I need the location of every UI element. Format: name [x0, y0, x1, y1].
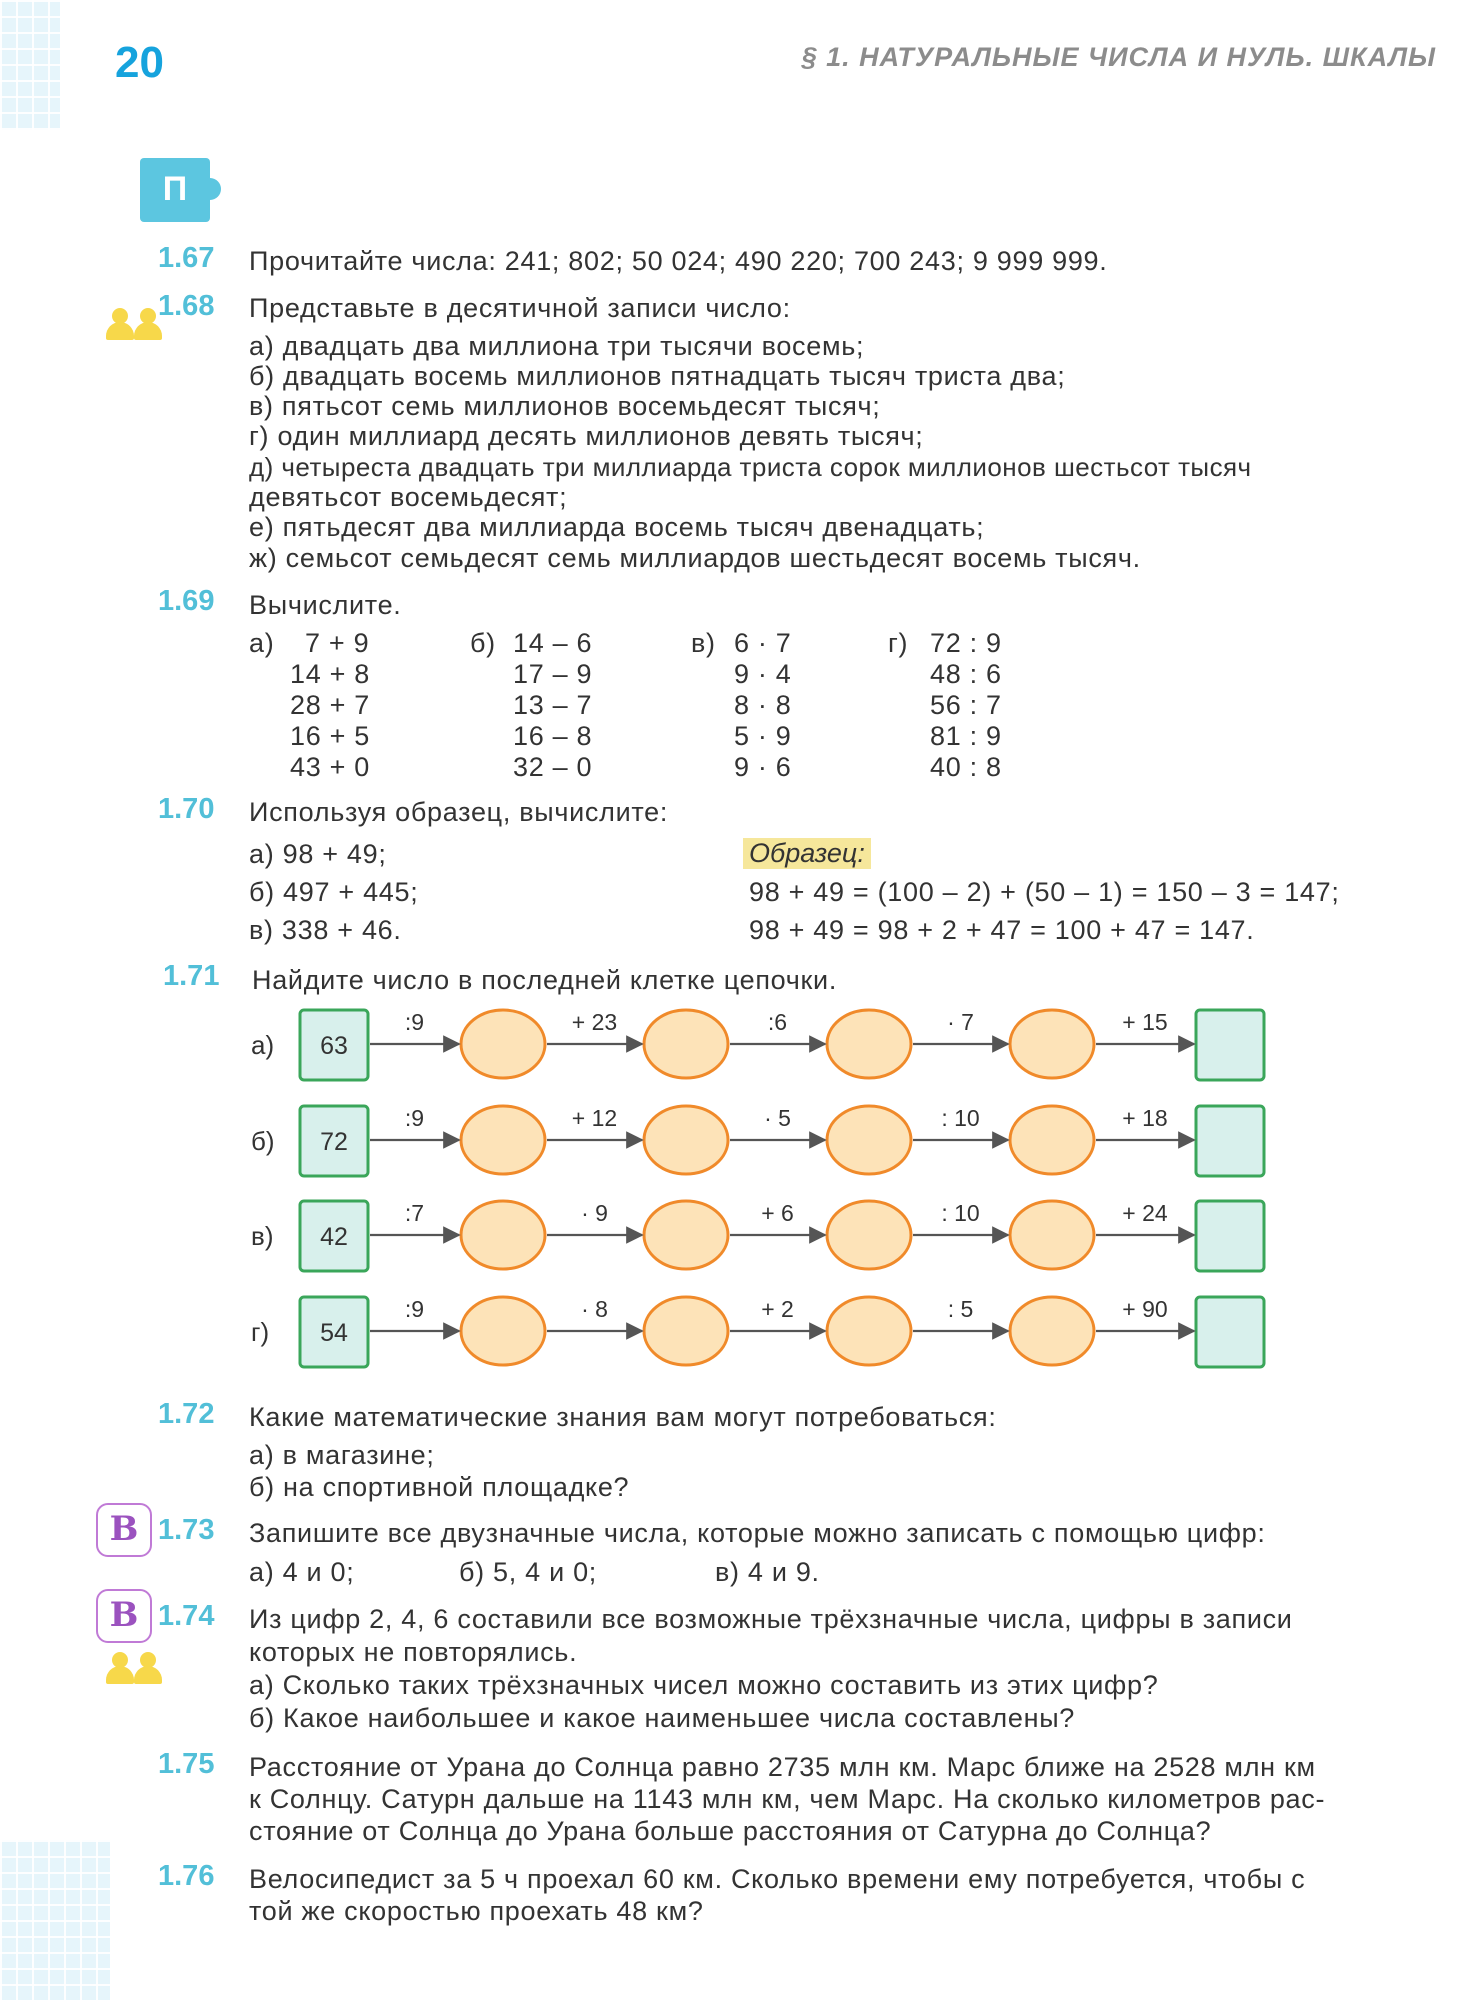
task-line: Велосипедист за 5 ч проехал 60 км. Сколько времени ему потребуется, чтобы с — [249, 1864, 1306, 1894]
list-item: а) 98 + 49; — [249, 839, 387, 869]
list-item: в) 338 + 46. — [249, 915, 402, 945]
chain-operation: + 23 — [571, 1009, 618, 1035]
chain-label: б) — [251, 1126, 275, 1156]
chain-oval — [644, 1297, 728, 1365]
task-number: 1.70 — [158, 793, 215, 825]
chain-operation: :9 — [404, 1296, 425, 1322]
chain-result-box — [1196, 1010, 1264, 1080]
list-item: е) пятьдесят два миллиарда восемь тысяч двенадцать; — [249, 512, 985, 542]
chain-oval — [827, 1201, 911, 1269]
task-line: к Солнцу. Сатурн дальше на 1143 млн км, чем Марс. На сколько километров рас- — [249, 1784, 1326, 1814]
sample-line: 98 + 49 = 98 + 2 + 47 = 100 + 47 = 147. — [749, 915, 1255, 945]
list-item: в) пятьсот семь миллионов восемьдесят тысяч; — [249, 391, 881, 421]
chain-oval — [644, 1106, 728, 1174]
task-line: б) Какое наибольшее и какое наименьшее числа составлены? — [249, 1703, 1076, 1733]
list-item: г) один миллиард десять миллионов девять тысяч; — [249, 421, 924, 451]
task-line: той же скоростью проехать 48 км? — [249, 1896, 704, 1926]
chain-operation: + 15 — [1122, 1009, 1168, 1035]
expression: 48 : 6 — [930, 659, 1002, 689]
chain-oval — [461, 1010, 545, 1078]
chain-oval — [461, 1297, 545, 1365]
chain-label: а) — [251, 1030, 275, 1060]
task-number: 1.68 — [158, 290, 215, 322]
list-item: девятьсот восемьдесят; — [249, 482, 568, 512]
task-text: Запишите все двузначные числа, которые можно записать с помощью цифр: — [249, 1518, 1266, 1548]
chain-operation: : 10 — [941, 1200, 980, 1226]
chain-operation: · 5 — [764, 1105, 791, 1131]
chain-result-box — [1196, 1201, 1264, 1271]
chain-operation: + 24 — [1122, 1200, 1168, 1226]
list-item: ж) семьсот семьдесят семь миллиардов шестьдесят восемь тысяч. — [249, 543, 1141, 573]
expression: 6 · 7 — [734, 628, 792, 658]
task-line: которых не повторялись. — [249, 1637, 578, 1667]
expression: 13 – 7 — [513, 690, 593, 720]
task-text: Используя образец, вычислите: — [249, 797, 669, 827]
chain-start-value: 54 — [320, 1319, 348, 1347]
task-text: Какие математические знания вам могут потребоваться: — [249, 1402, 997, 1432]
column-label: в) — [691, 628, 716, 658]
expression: 7 + 9 — [305, 628, 370, 658]
column-label: а) — [249, 628, 275, 658]
list-item: а) двадцать два миллиона три тысячи восемь; — [249, 331, 865, 361]
p-badge-letter: П — [162, 170, 188, 208]
column-label: б) — [470, 628, 496, 658]
chain-operation: :6 — [767, 1009, 788, 1035]
expression: 9 · 6 — [734, 752, 792, 782]
chain-operation: · 7 — [947, 1009, 974, 1035]
list-item: б) 497 + 445; — [249, 877, 419, 907]
chain-operation: · 8 — [581, 1296, 608, 1322]
chain-result-box — [1196, 1106, 1264, 1176]
task-text: Вычислите. — [249, 590, 402, 620]
chain-operation: + 90 — [1122, 1296, 1168, 1322]
task-number: 1.72 — [158, 1398, 215, 1430]
chain-operation: + 2 — [761, 1296, 794, 1322]
chain-operation: · 9 — [581, 1200, 608, 1226]
expression: 14 – 6 — [513, 628, 593, 658]
list-item: б) 5, 4 и 0; — [459, 1557, 597, 1587]
chain-operation: : 5 — [947, 1296, 974, 1322]
task-text: Представьте в десятичной записи число: — [249, 293, 791, 323]
expression: 5 · 9 — [734, 721, 792, 751]
expression: 16 + 5 — [290, 721, 371, 751]
task-number: 1.74 — [158, 1600, 215, 1632]
chain-oval — [461, 1106, 545, 1174]
task-number: 1.71 — [163, 960, 220, 992]
chain-operation: + 18 — [1122, 1105, 1168, 1131]
chain-oval — [1010, 1010, 1094, 1078]
chain-operation: + 12 — [571, 1105, 618, 1131]
chain-start-value: 42 — [320, 1223, 348, 1251]
expression: 43 + 0 — [290, 752, 371, 782]
task-line: стояние от Солнца до Урана больше расстояния от Сатурна до Солнца? — [249, 1816, 1212, 1846]
expression: 9 · 4 — [734, 659, 792, 689]
chain-oval — [644, 1010, 728, 1078]
expression: 81 : 9 — [930, 721, 1002, 751]
chain-oval — [1010, 1297, 1094, 1365]
chain-operation: : 10 — [941, 1105, 980, 1131]
expression: 40 : 8 — [930, 752, 1002, 782]
task-line: а) Сколько таких трёхзначных чисел можно составить из этих цифр? — [249, 1670, 1159, 1700]
list-item: а) в магазине; — [249, 1440, 435, 1470]
expression: 14 + 8 — [290, 659, 371, 689]
chain-label: в) — [251, 1221, 274, 1251]
chain-oval — [1010, 1106, 1094, 1174]
chain-oval — [644, 1201, 728, 1269]
task-number: 1.75 — [158, 1748, 215, 1780]
chain-start-value: 72 — [320, 1128, 348, 1156]
chain-oval — [461, 1201, 545, 1269]
expression: 28 + 7 — [290, 690, 371, 720]
column-label: г) — [888, 628, 909, 658]
level-v-badge: В — [96, 1503, 152, 1557]
chain-oval — [1010, 1201, 1094, 1269]
list-item: в) 4 и 9. — [715, 1557, 820, 1587]
chain-result-box — [1196, 1297, 1264, 1367]
chain-operation: :9 — [404, 1105, 425, 1131]
task-line: Из цифр 2, 4, 6 составили все возможные трёхзначные числа, цифры в записи — [249, 1604, 1293, 1634]
chain-oval — [827, 1297, 911, 1365]
task-number: 1.73 — [158, 1514, 215, 1546]
task-number: 1.67 — [158, 242, 215, 274]
expression: 32 – 0 — [513, 752, 593, 782]
chain-operation: :9 — [404, 1009, 425, 1035]
list-item: б) двадцать восемь миллионов пятнадцать тысяч триста два; — [249, 361, 1066, 391]
chain-oval — [827, 1010, 911, 1078]
task-number: 1.76 — [158, 1860, 215, 1892]
chain-label: г) — [251, 1317, 270, 1347]
chain-oval — [827, 1106, 911, 1174]
sample-label: Образец: — [743, 838, 871, 869]
running-head: § 1. НАТУРАЛЬНЫЕ ЧИСЛА И НУЛЬ. ШКАЛЫ — [801, 42, 1436, 72]
level-v-badge: В — [96, 1589, 152, 1643]
chain-operation: :7 — [404, 1200, 425, 1226]
task-text: Найдите число в последней клетке цепочки. — [252, 965, 838, 995]
chain-start-value: 63 — [320, 1032, 348, 1060]
page-number: 20 — [115, 38, 164, 87]
expression: 17 – 9 — [513, 659, 593, 689]
expression: 56 : 7 — [930, 690, 1002, 720]
list-item: б) на спортивной площадке? — [249, 1472, 630, 1502]
pair-work-icon — [106, 1652, 168, 1686]
task-line: Расстояние от Урана до Солнца равно 2735 млн км. Марс ближе на 2528 млн км — [249, 1752, 1316, 1782]
chain-operation: + 6 — [761, 1200, 794, 1226]
list-item: а) 4 и 0; — [249, 1557, 355, 1587]
expression: 72 : 9 — [930, 628, 1002, 658]
expression: 16 – 8 — [513, 721, 593, 751]
list-item: д) четыреста двадцать три миллиарда триста сорок миллионов шестьсот тысяч — [249, 452, 1252, 482]
task-number: 1.69 — [158, 585, 215, 617]
expression: 8 · 8 — [734, 690, 792, 720]
sample-line: 98 + 49 = (100 – 2) + (50 – 1) = 150 – 3 = 147; — [749, 877, 1340, 907]
task-text: Прочитайте числа: 241; 802; 50 024; 490 220; 700 243; 9 999 999. — [249, 246, 1108, 276]
